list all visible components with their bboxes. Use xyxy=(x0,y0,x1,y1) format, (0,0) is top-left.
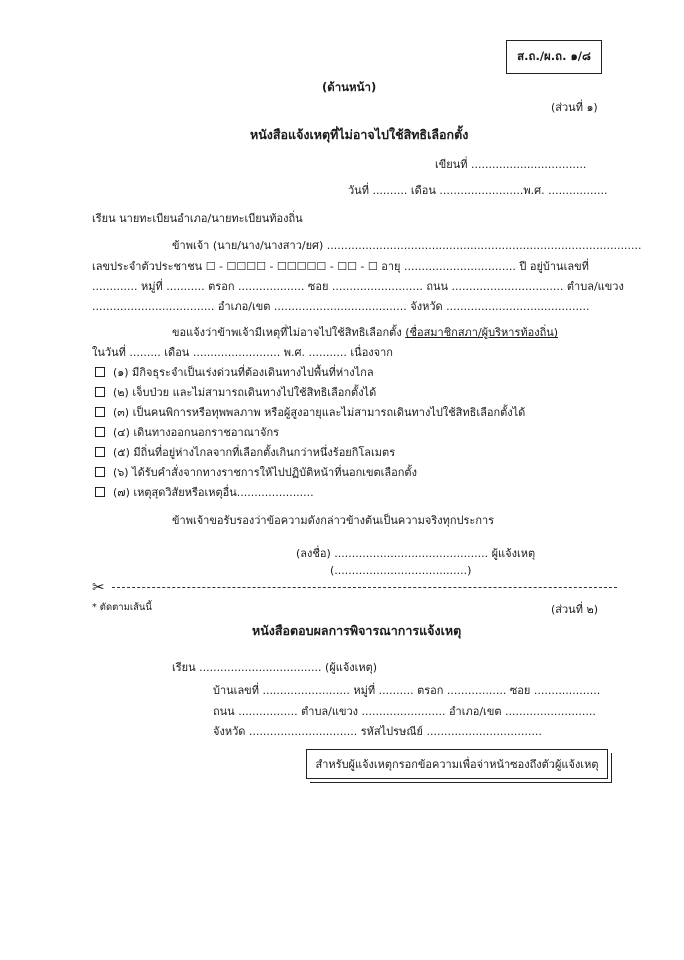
part2-title: หนังสือตอบผลการพิจารณาการแจ้งเหตุ xyxy=(252,623,462,638)
id-line xyxy=(92,257,589,275)
written-at-line: เขียนที่ ................................. xyxy=(435,158,587,171)
reason-checkbox[interactable] xyxy=(95,407,105,417)
id-number-boxes: ☐ - ☐☐☐☐ - ☐☐☐☐☐ - ☐☐ - ☐ xyxy=(205,260,378,273)
reason-label: (๖) ได้รับคำสั่งจากทางราชการให้ไปปฏิบัติหน้าที่นอกเขตเลือกตั้ง xyxy=(113,466,417,479)
reason-checkbox[interactable] xyxy=(95,487,105,497)
addressee-line: เรียน นายทะเบียนอำเภอ/นายทะเบียนท้องถิ่น xyxy=(92,212,303,225)
footer-note: สำหรับผู้แจ้งเหตุกรอกข้อความเพื่อจ่าหน้าซองถึงตัวผู้แจ้งเหตุ xyxy=(315,758,599,771)
reason-label: (๗) เหตุสุดวิสัยหรือเหตุอื่น...................... xyxy=(113,486,314,499)
notify-type: (ชื่อสมาชิกสภา/ผู้บริหารท้องถิ่น) xyxy=(405,326,559,339)
address-line-2: ................................... อำเภอ/เขต ...................................... จังหวัด ......................................... xyxy=(92,300,590,313)
form-code-box xyxy=(506,40,602,74)
reason-label: (๕) มีถิ่นที่อยู่ห่างไกลจากที่เลือกตั้งเกินกว่าหนึ่งร้อยกิโลเมตร xyxy=(113,446,396,459)
reason-checkbox[interactable] xyxy=(95,427,105,437)
reason-checkbox[interactable] xyxy=(95,387,105,397)
reason-label: (๔) เดินทางออกนอกราชอาณาจักร xyxy=(113,426,280,439)
notify-text: ขอแจ้งว่าข้าพเจ้ามีเหตุที่ไม่อาจไปใช้สิทธิเลือกตั้ง xyxy=(172,326,402,339)
reason-label: (๓) เป็นคนพิการหรือทุพพลภาพ หรือผู้สูงอายุและไม่สามารถเดินทางไปใช้สิทธิเลือกตั้งได้ xyxy=(113,406,526,419)
on-date-line: ในวันที่ ......... เดือน ......................... พ.ศ. ........... เนื่องจาก xyxy=(92,346,393,359)
scissors-icon: ✂ xyxy=(92,578,105,596)
cut-note: * ตัดตามเส้นนี้ xyxy=(92,602,152,613)
reason-item xyxy=(95,483,314,501)
reason-checkbox[interactable] xyxy=(95,467,105,477)
date-line: วันที่ .......... เดือน ........................พ.ศ. ................. xyxy=(348,184,608,197)
id-label: เลขประจำตัวประชาชน xyxy=(92,260,203,273)
part2-label: (ส่วนที่ ๒) xyxy=(551,603,598,616)
reply-addressee-line: เรียน ................................... (ผู้แจ้งเหตุ) xyxy=(172,661,378,674)
side-label: (ด้านหน้า) xyxy=(322,80,377,94)
signature-line: (ลงชื่อ) ............................................ ผู้แจ้งเหตุ xyxy=(296,547,536,560)
age-label: อายุ ................................ ปี อยู่บ้านเลขที่ xyxy=(381,260,589,273)
reply-road-line: ถนน ................. ตำบล/แขวง ........................ อำเภอ/เขต .......................... xyxy=(213,705,596,718)
reason-checkbox[interactable] xyxy=(95,367,105,377)
footer-note-box xyxy=(306,749,608,779)
notify-line xyxy=(172,323,558,341)
reason-item xyxy=(95,463,417,481)
reason-item xyxy=(95,443,395,461)
reply-house-line: บ้านเลขที่ ......................... หมู่ที่ .......... ตรอก ................. ซอย ................... xyxy=(213,684,601,697)
certify-text: ข้าพเจ้าขอรับรองว่าข้อความดังกล่าวข้างต้นเป็นความจริงทุกประการ xyxy=(172,514,495,527)
part1-label: (ส่วนที่ ๑) xyxy=(551,101,598,114)
reason-item xyxy=(95,363,374,381)
cut-line xyxy=(112,587,617,588)
address-line-1: ............. หมู่ที่ ........... ตรอก ................... ซอย .......................... ถนน ................................ ตำบล/แขวง xyxy=(92,280,624,293)
reply-province-line: จังหวัด ............................... รหัสไปรษณีย์ ................................. xyxy=(213,725,542,738)
signature-name-line: (......................................) xyxy=(330,564,472,577)
part1-title: หนังสือแจ้งเหตุที่ไม่อาจไปใช้สิทธิเลือกตั้ง xyxy=(250,127,469,142)
reason-label: (๒) เจ็บป่วย และไม่สามารถเดินทางไปใช้สิทธิเลือกตั้งได้ xyxy=(113,386,377,399)
reason-item xyxy=(95,403,525,421)
reason-item xyxy=(95,383,376,401)
reason-label: (๑) มีกิจธุระจำเป็นเร่งด่วนที่ต้องเดินทางไปพื้นที่ห่างไกล xyxy=(113,366,374,379)
reason-checkbox[interactable] xyxy=(95,447,105,457)
name-line: ข้าพเจ้า (นาย/นาง/นางสาว/ยศ) .......................................................................................... xyxy=(172,239,642,252)
reason-item xyxy=(95,423,279,441)
form-code: ส.ถ./ผ.ถ. ๑/๘ xyxy=(517,49,591,63)
